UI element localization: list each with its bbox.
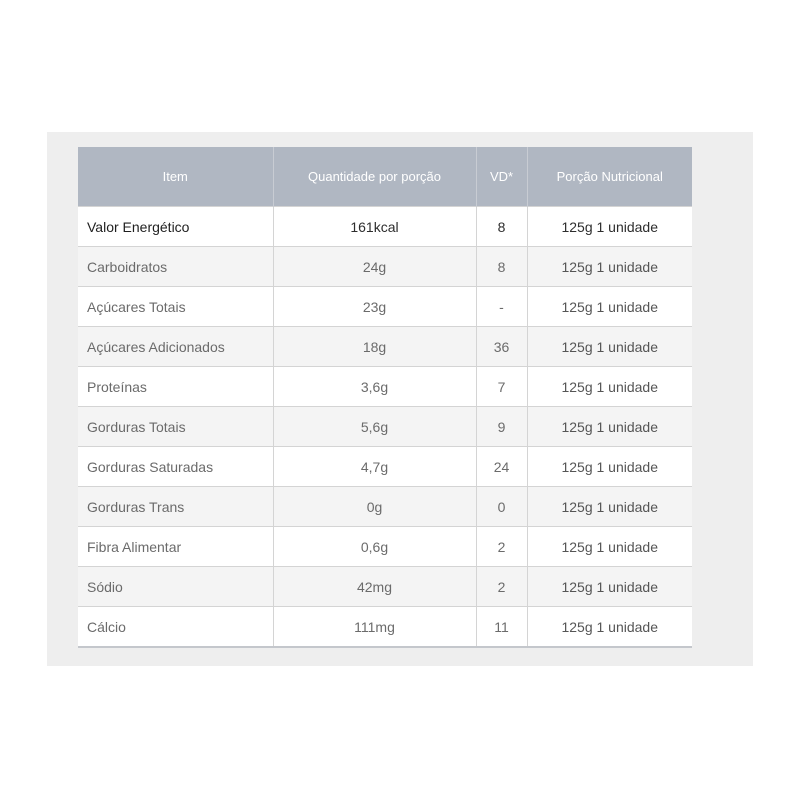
table-row — [78, 527, 692, 567]
row-portion: 125g 1 unidade — [527, 487, 692, 527]
row-vd: 8 — [476, 207, 527, 247]
row-quantity: 5,6g — [273, 407, 476, 447]
table-row — [78, 247, 692, 287]
row-quantity: 4,7g — [273, 447, 476, 487]
table-row — [78, 447, 692, 487]
row-vd: 2 — [476, 567, 527, 607]
table-header-row — [78, 147, 692, 207]
row-quantity: 3,6g — [273, 367, 476, 407]
row-portion: 125g 1 unidade — [527, 247, 692, 287]
row-portion: 125g 1 unidade — [527, 567, 692, 607]
row-item: Açúcares Adicionados — [78, 327, 273, 367]
row-vd: 8 — [476, 247, 527, 287]
nutrition-table — [78, 147, 692, 646]
table-row — [78, 487, 692, 527]
row-portion: 125g 1 unidade — [527, 207, 692, 247]
row-item: Valor Energético — [78, 207, 273, 247]
row-vd: 2 — [476, 527, 527, 567]
row-portion: 125g 1 unidade — [527, 327, 692, 367]
row-quantity: 111mg — [273, 607, 476, 647]
row-quantity: 23g — [273, 287, 476, 327]
row-portion: 125g 1 unidade — [527, 447, 692, 487]
row-item: Carboidratos — [78, 247, 273, 287]
table-row — [78, 607, 692, 647]
row-vd: 36 — [476, 327, 527, 367]
row-item: Gorduras Saturadas — [78, 447, 273, 487]
row-quantity: 161kcal — [273, 207, 476, 247]
row-quantity: 0,6g — [273, 527, 476, 567]
row-portion: 125g 1 unidade — [527, 607, 692, 647]
row-portion: 125g 1 unidade — [527, 407, 692, 447]
row-vd: 0 — [476, 487, 527, 527]
row-item: Gorduras Trans — [78, 487, 273, 527]
row-vd: 9 — [476, 407, 527, 447]
table-row — [78, 367, 692, 407]
row-item: Fibra Alimentar — [78, 527, 273, 567]
row-item: Açúcares Totais — [78, 287, 273, 327]
row-quantity: 24g — [273, 247, 476, 287]
header-quantity: Quantidade por porção — [273, 147, 476, 207]
row-portion: 125g 1 unidade — [527, 367, 692, 407]
row-quantity: 0g — [273, 487, 476, 527]
row-item: Cálcio — [78, 607, 273, 647]
table-row — [78, 567, 692, 607]
row-item: Gorduras Totais — [78, 407, 273, 447]
row-vd: - — [476, 287, 527, 327]
table-row — [78, 407, 692, 447]
row-portion: 125g 1 unidade — [527, 287, 692, 327]
row-quantity: 18g — [273, 327, 476, 367]
header-portion: Porção Nutricional — [527, 147, 692, 207]
row-portion: 125g 1 unidade — [527, 527, 692, 567]
header-vd: VD* — [476, 147, 527, 207]
table-row — [78, 207, 692, 247]
row-item: Sódio — [78, 567, 273, 607]
row-vd: 24 — [476, 447, 527, 487]
row-item: Proteínas — [78, 367, 273, 407]
row-quantity: 42mg — [273, 567, 476, 607]
header-item: Item — [78, 147, 273, 207]
table-row — [78, 287, 692, 327]
row-vd: 7 — [476, 367, 527, 407]
row-vd: 11 — [476, 607, 527, 647]
nutrition-table-container — [78, 147, 692, 648]
table-row — [78, 327, 692, 367]
